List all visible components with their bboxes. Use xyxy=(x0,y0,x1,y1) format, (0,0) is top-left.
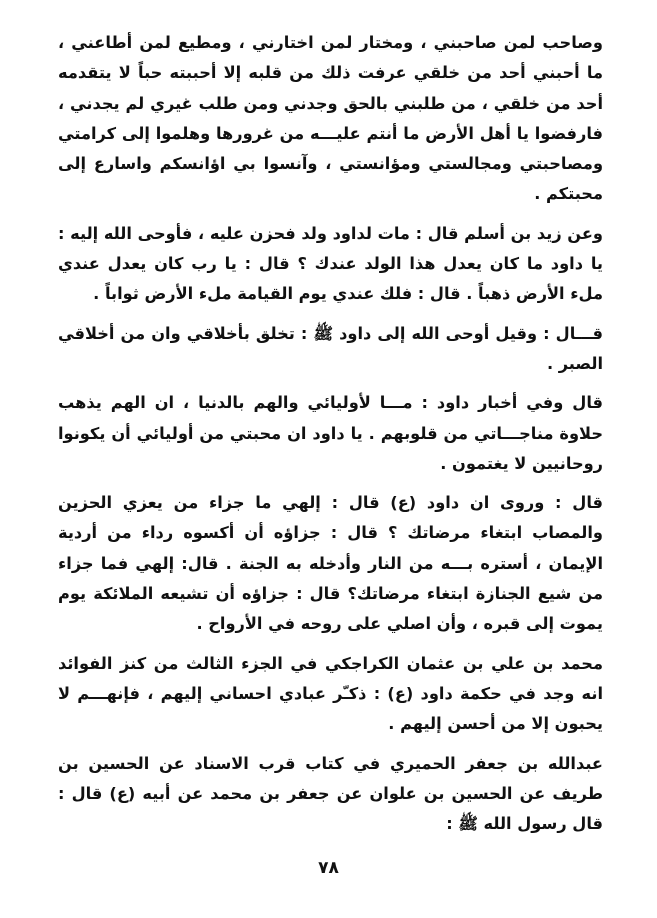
paragraph-7: عبدالله بن جعفر الحميري في كتاب قرب الاسناد عن الحسين بن طريف عن الحسين بن علوان عن جعفر بن محمد عن أبيه (ع) قال : قال رسول الله ﷺ : xyxy=(58,753,603,834)
paragraph-2: وعن زيد بن أسلم قال : مات لداود ولد فحزن عليه ، فأوحى الله إليه : يا داود ما كان يعدل هذا الولد عندك ؟ قال : يا رب كان يعدل عندي ملء الأرض ذهباً . قال : فلك عندي يوم القيامة ملء الأرض ثواباً . xyxy=(58,223,603,304)
paragraph-4: قال وفي أخبار داود : مـــا لأوليائي والهم بالدنيا ، ان الهم يذهب حلاوة مناجـــاتي من قلوبهم . يا داود ان محبتي من أوليائي أن يكونوا روحانيين لا يغتمون . xyxy=(58,393,603,473)
paragraph-5: قال : وروى ان داود (ع) قال : إلهي ما جزاء من يعزي الحزين والمصاب ابتغاء مرضاتك ؟ قال : جزاؤه أن أكسوه رداء من أردية الإيمان ، أستره بـــه من النار وأدخله به الجنة . قال: إلهي فما جزاء من شيع الجنازة ابتغاء مرضاتك؟ قال : جزاؤه أن تشيعه الملائكة يوم يموت إلى قبره ، وأن اصلي على روحه في الأرواح . xyxy=(58,493,603,634)
body-text xyxy=(58,28,603,839)
paragraph-1: وصاحب لمن صاحبني ، ومختار لمن اختارني ، ومطيع لمن أطاعني ، ما أحبني أحد من خلقي عرفت ذلك من قلبه إلا أحببته حباً لا يتقدمه أحد من خلقي ، من طلبني بالحق وجدني ومن طلب غيري لم يجدني ، فارفضوا يا أهل الأرض ما أنتم عليـــه من غرورها وهلموا إلى كرامتي ومصاحبتي ومجالستي ومؤانستي ، وآنسوا بي اؤانسكم واسارع إلى محبتكم . xyxy=(58,33,603,204)
paragraph-6: محمد بن علي بن عثمان الكراجكي في الجزء الثالث من كنز الفوائد انه وجد في حكمة داود (ع) : ذكـّر عبادي احساني إليهم ، فإنهـــم لا يحبون إلا من أحسن إليهم . xyxy=(58,653,603,734)
page-number: ٧٨ xyxy=(318,858,339,878)
paragraph-3: قـــال : وقيل أوحى الله إلى داود ﷺ : تخلق بأخلاقي وان من أخلاقي الصبر . xyxy=(58,323,603,373)
